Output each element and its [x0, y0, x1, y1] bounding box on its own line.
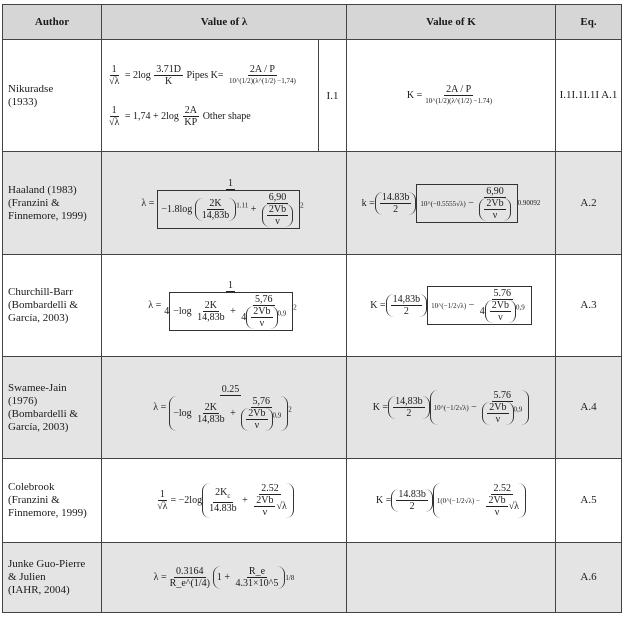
eq-number: A.6 [556, 543, 622, 613]
table-row [3, 357, 622, 459]
header-row [3, 5, 622, 40]
author-cell: Swamee-Jain (1976) (Bombardelli & García, 2003) [3, 357, 102, 459]
side-label: I.1 [319, 40, 347, 152]
lambda-formula: λ = 1 4 −log $\frac{2K}{14,83b}$ + 5,76 4 $\frac{2Vb}{\nu}$ $^{0,9}$ $^2$ [102, 255, 347, 357]
k-formula: K = 2A / P 10^(1/2)(λ^(1/2) −1.74) [347, 40, 556, 152]
eq-number: A.3 [556, 255, 622, 357]
table-row [3, 543, 622, 613]
lambda-formula: λ = 0.25 −log $\frac{2K}{14,83b}$ + 5,76 $\frac{2Vb}{\nu}$ $^{0,9}$ $^2$ [102, 357, 347, 459]
eq-number: A.5 [556, 459, 622, 543]
table-row [3, 255, 622, 357]
header-eq: Eq. [556, 5, 622, 40]
k-formula: k = $\frac{14.83b}{2}$ 10^(−0.5555√λ) − 6,90 $\frac{2Vb}{\nu}$ 0.9009 2 [347, 152, 556, 255]
eq-number: I.1I.1I.1I A.1 [556, 40, 622, 152]
header-lambda: Value of λ [102, 5, 347, 40]
lambda-formula: $\frac{1}{√\lambda}$ = −2log $\frac{2K_c}{14.83b}$ + 2.52 $\frac{2Vb}{\nu}$ √λ [102, 459, 347, 543]
author-cell: Junke Guo-Pierre & Julien (IAHR, 2004) [3, 543, 102, 613]
author-cell: Colebrook (Franzini & Finnemore, 1999) [3, 459, 102, 543]
author-cell: Churchill-Barr (Bombardelli & García, 2003) [3, 255, 102, 357]
lambda-formula: λ = $\frac{0.3164}{R\_e\^{}(1/4)}$ 1 + $\frac{R\_e}{4.31\times 10\^{}5}$ 1/8 [102, 543, 347, 613]
author-cell: Nikuradse (1933) [3, 40, 102, 152]
table-row [3, 40, 622, 152]
table-row [3, 459, 622, 543]
eq-number: A.4 [556, 357, 622, 459]
equations-table [2, 4, 622, 613]
header-k: Value of K [347, 5, 556, 40]
k-formula: K = $\frac{14,83b}{2}$ 10^(−1/2√λ) − 5.76 $\frac{2Vb}{\nu}$ $^{0,9}$ [347, 357, 556, 459]
k-formula-empty [347, 543, 556, 613]
lambda-formula: λ = 1 −1.8log $\frac{2K}{14,83b}$ $^{1.11}$ + 6,90 $\frac{2Vb}{\nu}$ $^2$ [102, 152, 347, 255]
lambda-formula: $\frac{1}{√\lambda}$ = 2log $\frac{3.71D}{K}$ Pipes K= 2A / P 10^(1/2)(λ^(1/2) −1,74) $\frac{1}{√\lambda}$ = 1,74 + 2log $\frac{2A}{KP}$ Other shape [102, 40, 319, 152]
k-formula: K = $\frac{14,83b}{2}$ 10^(−1/2√λ) − 5.76 4 $\frac{2Vb}{\nu}$ $^{0,9}$ [347, 255, 556, 357]
k-formula: K = $\frac{14.83b}{2}$ 1(0^(−1/2√λ) − 2.52 $\frac{2Vb}{\nu}$ √λ [347, 459, 556, 543]
header-author: Author [3, 5, 102, 40]
author-cell: Haaland (1983) (Franzini & Finnemore, 1999) [3, 152, 102, 255]
eq-number: A.2 [556, 152, 622, 255]
table-row [3, 152, 622, 255]
